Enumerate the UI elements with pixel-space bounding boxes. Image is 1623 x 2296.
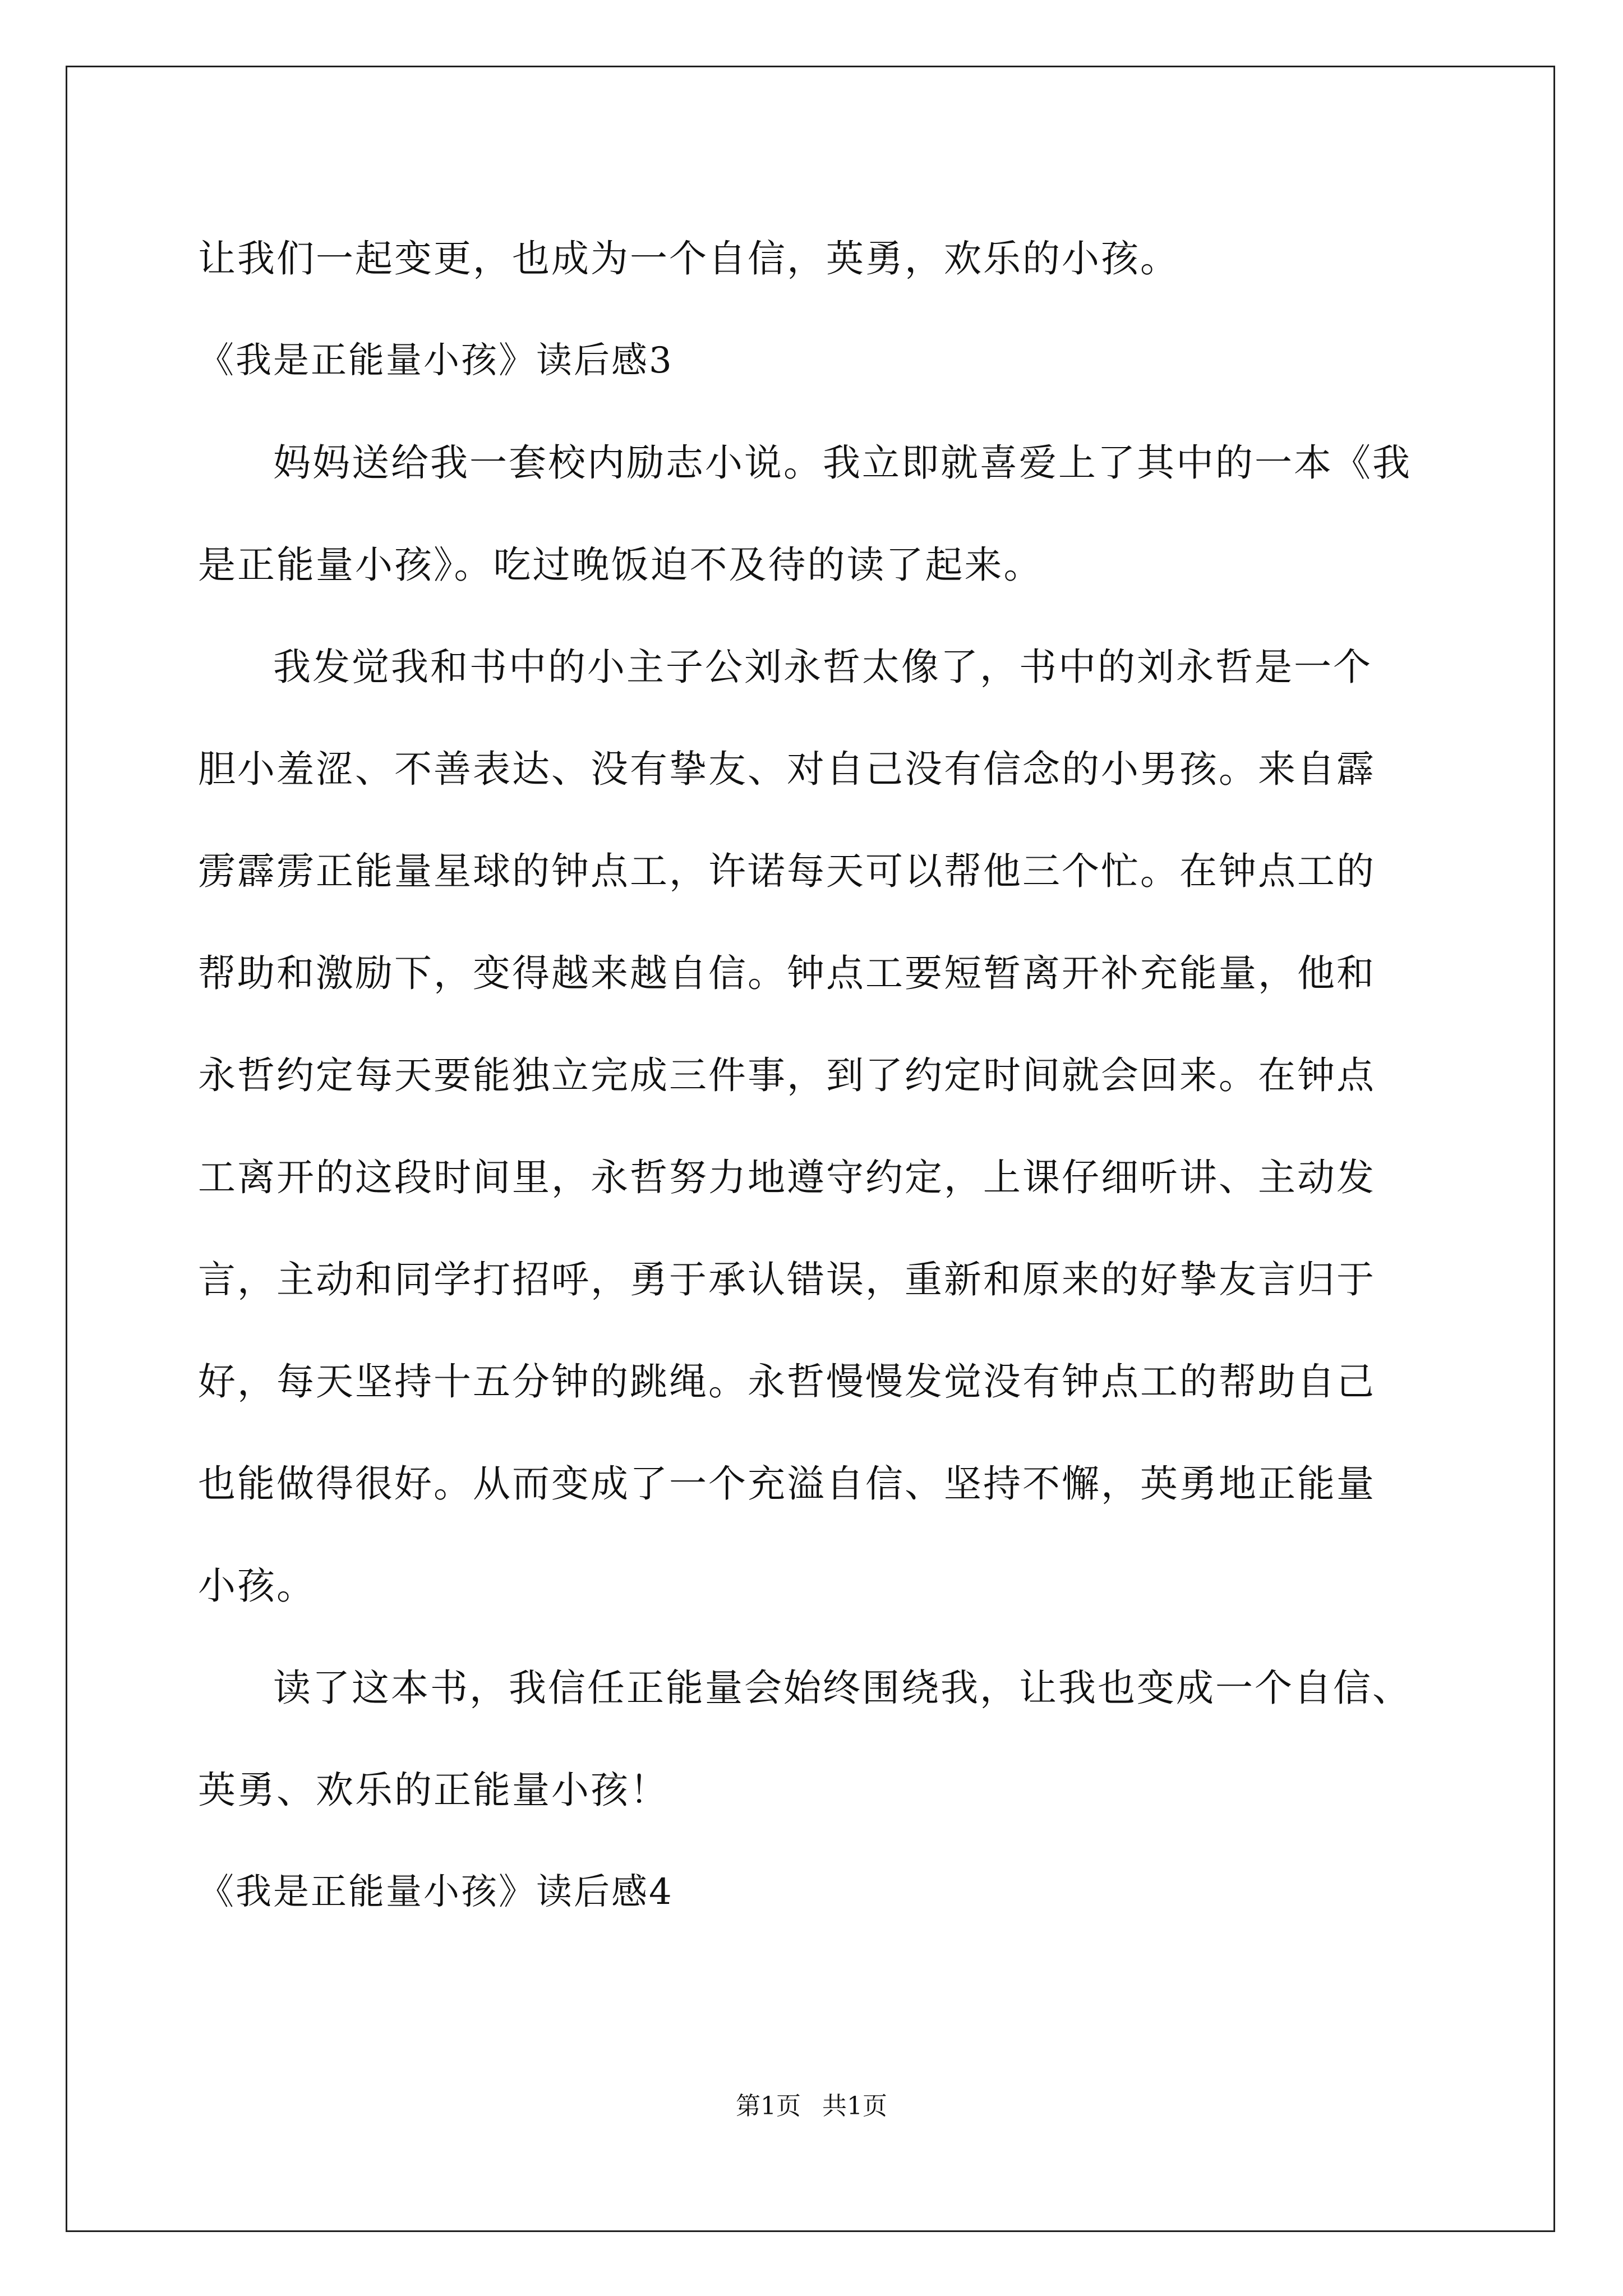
paragraph-line: 言，主动和同学打招呼，勇于承认错误，重新和原来的好挚友言归于 <box>198 1258 1376 1301</box>
paragraph-line: 帮助和激励下，变得越来越自信。钟点工要短暂离开补充能量，他和 <box>198 951 1376 995</box>
paragraph-line: 好，每天坚持十五分钟的跳绳。永哲慢慢发觉没有钟点工的帮助自己 <box>198 1360 1376 1404</box>
paragraph-line: 胆小羞涩、不善表达、没有挚友、对自己没有信念的小男孩。来自霹 <box>198 747 1376 791</box>
document-body <box>198 208 1432 1943</box>
section-heading: 《我是正能量小孩》读后感4 <box>198 1871 674 1913</box>
section-heading: 《我是正能量小孩》读后感3 <box>198 340 674 381</box>
paragraph-line: 永哲约定每天要能独立完成三件事，到了约定时间就会回来。在钟点 <box>198 1053 1376 1097</box>
paragraph-line: 是正能量小孩》。吃过晚饭迫不及待的读了起来。 <box>198 543 1043 587</box>
paragraph-line: 英勇、欢乐的正能量小孩！ <box>198 1768 669 1812</box>
paragraph-line: 工离开的这段时间里，永哲努力地遵守约定，上课仔细听讲、主动发 <box>198 1156 1376 1199</box>
paragraph-line: 让我们一起变更，也成为一个自信，英勇，欢乐的小孩。 <box>198 237 1179 280</box>
page-number: 第1页 <box>736 2092 801 2120</box>
page-total: 共1页 <box>822 2092 887 2120</box>
paragraph-line: 雳霹雳正能量星球的钟点工，许诺每天可以帮他三个忙。在钟点工的 <box>198 849 1376 893</box>
paragraph-line: 妈妈送给我一套校内励志小说。我立即就喜爱上了其中的一本《我 <box>273 441 1412 485</box>
paragraph-line: 读了这本书，我信任正能量会始终围绕我，让我也变成一个自信、 <box>273 1666 1412 1710</box>
paragraph-line: 也能做得很好。从而变成了一个充溢自信、坚持不懈，英勇地正能量 <box>198 1462 1376 1506</box>
paragraph-line: 我发觉我和书中的小主子公刘永哲太像了，书中的刘永哲是一个 <box>273 645 1372 689</box>
page-footer <box>0 2090 1623 2123</box>
paragraph-line: 小孩。 <box>198 1564 316 1608</box>
